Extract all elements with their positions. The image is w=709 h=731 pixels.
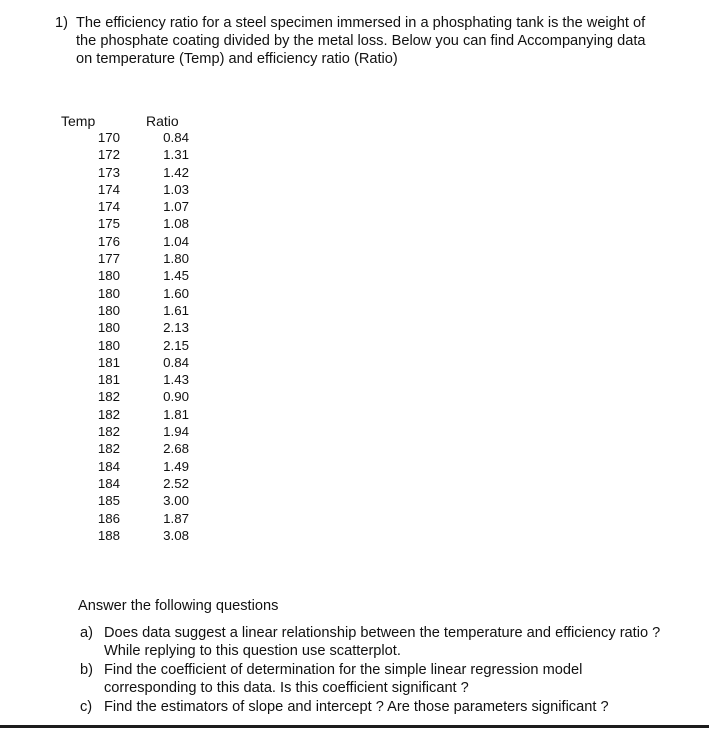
question-letter: c) [80,699,93,715]
temp-cell: 180 [97,285,120,301]
temp-cell: 182 [97,441,120,457]
problem-statement [55,14,655,68]
temp-cell: 175 [97,216,120,232]
question-text: Find the coefficient of determination for the simple linear regression model corresponding to this data. Is this coefficient significant ? [104,662,583,696]
ratio-cell: 1.42 [163,164,189,180]
ratio-cell: 0.90 [163,389,189,405]
temp-column-header: Temp [61,113,96,129]
temp-cell: 182 [97,424,120,440]
problem-text: The efficiency ratio for a steel specimen immersed in a phosphating tank is the weight of the phosphate coating divided by the metal loss. Below you can find Accompanying data on temperature (Temp) and efficiency ratio (Ratio) [76,15,646,67]
temp-cell: 180 [97,268,120,284]
temp-cell: 185 [97,493,120,509]
ratio-column-header: Ratio [146,113,179,129]
ratio-cell: 1.80 [163,251,189,267]
ratio-cell: 0.84 [163,130,189,145]
ratio-cell: 1.08 [163,216,189,232]
temp-cell: 174 [97,199,120,215]
temp-cell: 180 [97,302,120,318]
temp-cell: 182 [97,406,120,422]
temp-cell: 170 [97,130,120,145]
question-a [78,624,668,660]
temp-cell: 184 [97,475,120,491]
temp-cell: 172 [97,147,120,163]
temp-cell: 188 [97,527,120,543]
ratio-cell: 0.84 [163,354,189,370]
ratio-cell: 1.87 [163,510,189,526]
ratio-cell: 1.61 [163,302,189,318]
ratio-cell: 1.49 [163,458,189,474]
ratio-cell: 1.07 [163,199,189,215]
temp-cell: 186 [97,510,120,526]
ratio-cell: 2.13 [163,320,189,336]
problem-number: 1) [55,15,68,31]
ratio-cell: 1.04 [163,233,189,249]
question-letter: b) [80,662,93,678]
questions-heading: Answer the following questions [78,598,279,614]
temp-cell: 184 [97,458,120,474]
temp-cell: 181 [97,372,120,388]
question-letter: a) [80,625,93,641]
question-c [78,698,668,716]
questions-section [78,597,668,717]
temp-cell: 174 [97,181,120,197]
ratio-cell: 1.45 [163,268,189,284]
temp-cell: 182 [97,389,120,405]
ratio-cell: 2.68 [163,441,189,457]
ratio-cell: 1.94 [163,424,189,440]
ratio-cell: 1.81 [163,406,189,422]
temp-cell: 176 [97,233,120,249]
ratio-cell: 1.31 [163,147,189,163]
temp-cell: 173 [97,164,120,180]
ratio-cell: 2.15 [163,337,189,353]
bottom-divider [0,725,709,728]
temp-column [80,129,120,544]
ratio-cell: 3.08 [163,527,189,543]
ratio-column [150,129,189,544]
ratio-cell: 1.03 [163,181,189,197]
question-text: Find the estimators of slope and intercept ? Are those parameters significant ? [104,699,609,715]
ratio-cell: 1.60 [163,285,189,301]
temp-cell: 180 [97,320,120,336]
temp-cell: 177 [97,251,120,267]
temp-cell: 180 [97,337,120,353]
ratio-cell: 2.52 [163,475,189,491]
ratio-cell: 1.43 [163,372,189,388]
question-b [78,661,668,697]
ratio-cell: 3.00 [163,493,189,509]
temp-cell: 181 [97,354,120,370]
question-text: Does data suggest a linear relationship between the temperature and efficiency ratio ? While replying to this question use scatterplot. [104,625,661,659]
